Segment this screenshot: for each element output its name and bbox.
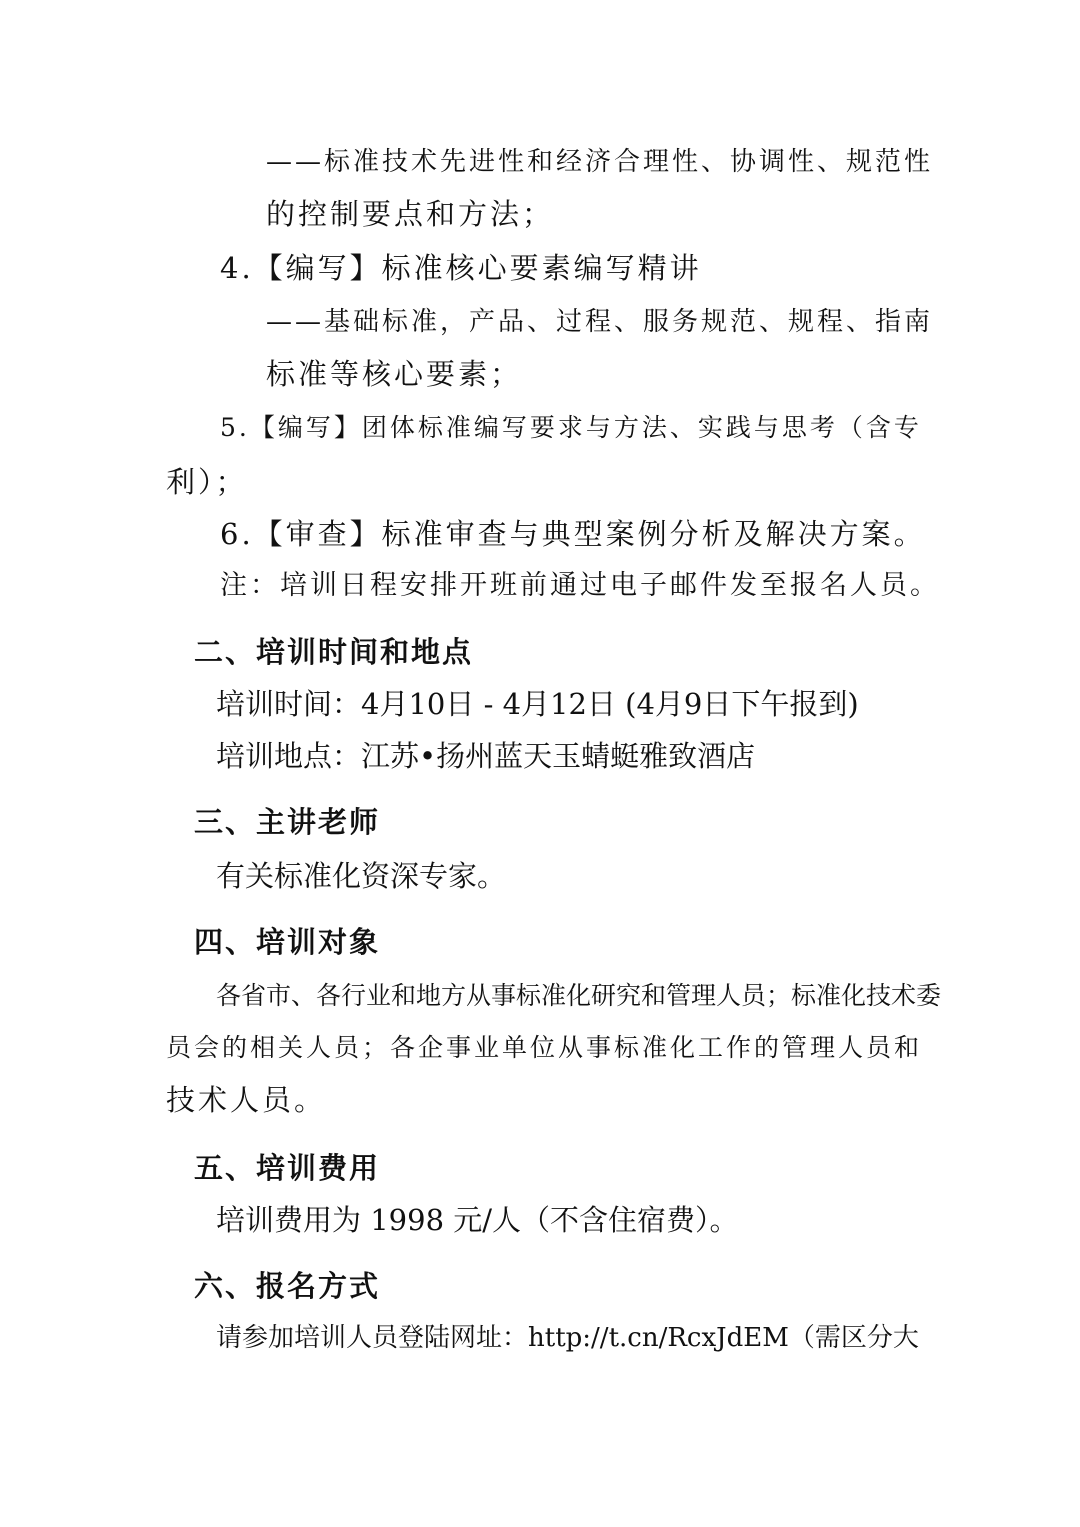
lecturer-text: 有关标准化资深专家。 <box>216 859 507 893</box>
list-item-6: 6.【审查】标准审查与典型案例分析及解决方案。 <box>220 517 926 551</box>
content-line: ——基础标准，产品、过程、服务规范、规程、指南 <box>266 307 934 337</box>
section-heading: 二、培训时间和地点 <box>194 635 474 669</box>
content-line: 的控制要点和方法； <box>266 197 555 231</box>
section-heading: 六、报名方式 <box>194 1269 381 1303</box>
content-line: ——标准技术先进性和经济合理性、协调性、规范性 <box>266 147 934 177</box>
content-line: 标准等核心要素； <box>266 357 523 391</box>
audience-line: 各省市、各行业和地方从事标准化研究和管理人员；标准化技术委 <box>216 981 942 1010</box>
list-item-4: 4.【编写】标准核心要素编写精讲 <box>220 251 702 285</box>
registration-text: 请参加培训人员登陆网址：http://t.cn/RcxJdEM（需区分大 <box>216 1323 919 1353</box>
section-heading: 三、主讲老师 <box>194 805 381 839</box>
audience-line: 员会的相关人员；各企事业单位从事标准化工作的管理人员和 <box>166 1033 923 1062</box>
section-heading: 四、培训对象 <box>194 925 381 959</box>
training-time: 培训时间：4月10日 - 4月12日 (4月9日下午报到) <box>216 687 859 721</box>
training-place: 培训地点：江苏•扬州蓝天玉蜻蜓雅致酒店 <box>216 739 756 773</box>
fee-text: 培训费用为 1998 元/人（不含住宿费）。 <box>216 1203 739 1237</box>
section-heading: 五、培训费用 <box>194 1151 381 1185</box>
content-line: 利）； <box>166 465 248 499</box>
list-item-5: 5.【编写】团体标准编写要求与方法、实践与思考（含专 <box>220 413 922 442</box>
note-line: 注：培训日程安排开班前通过电子邮件发至报名人员。 <box>220 570 940 601</box>
audience-line: 技术人员。 <box>166 1083 327 1117</box>
